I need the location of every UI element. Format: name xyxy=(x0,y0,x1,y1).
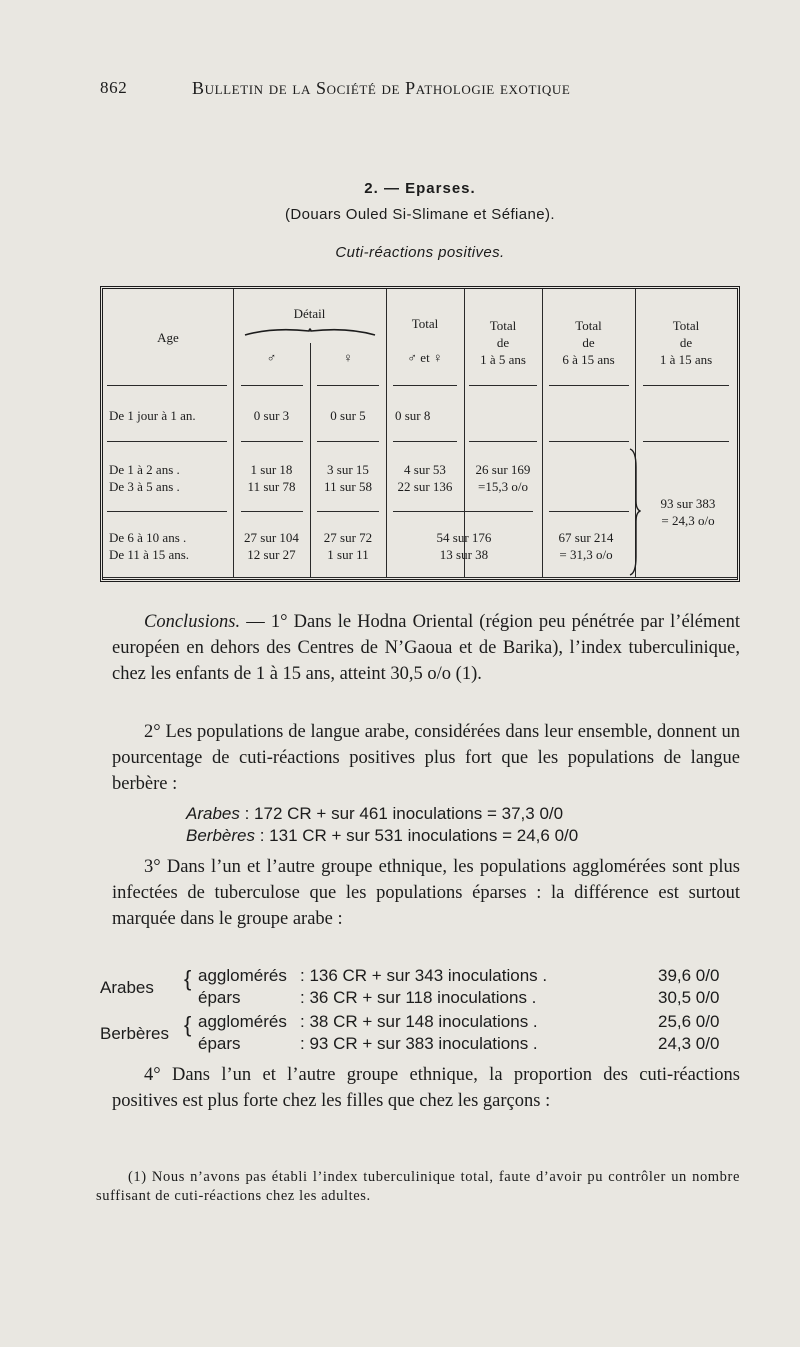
breakdown-pct-3: 25,6 0/0 xyxy=(658,1012,720,1031)
breakdown-text-2: : 36 CR + sur 118 inoculations . xyxy=(300,988,537,1007)
paragraph-2: 2° Les populations de langue arabe, considérées dans leur ensemble, donnent un pourcentage de cuti-réactions positives plus fort que les populations de langue berbère : xyxy=(112,722,740,794)
breakdown-pct-1: 39,6 0/0 xyxy=(658,966,720,985)
row1-total: 0 sur 8 xyxy=(395,408,431,423)
row2-female: 3 sur 15 11 sur 58 xyxy=(324,462,372,494)
breakdown-group-berberes: Berbères xyxy=(100,1024,169,1043)
header-total: Total xyxy=(411,316,439,331)
paragraph-4: 4° Dans l’un et l’autre groupe ethnique, la proportion des cuti-réactions positives est plus forte chez les filles que chez les garçons : xyxy=(112,1065,740,1111)
header-total-1-15: Total de 1 à 15 ans xyxy=(659,318,713,367)
grand-total: 93 sur 383 = 24,3 o/o xyxy=(660,496,716,528)
row2-total: 4 sur 53 22 sur 136 xyxy=(397,462,453,494)
paragraph-1: Conclusions. — 1° Dans le Hodna Oriental (région peu pénétrée par l’élément européen en dehors des Centres de N’Gaoua et de Barika), l’index tuberculinique, chez les enfants de 1 à 15 ans, atteint 30,5 o/o (1). xyxy=(112,612,740,684)
breakdown-pct-2: 30,5 0/0 xyxy=(658,988,720,1007)
row2-age: De 1 à 2 ans . De 3 à 5 ans . xyxy=(109,462,180,494)
row3-female: 27 sur 72 1 sur 11 xyxy=(323,530,373,562)
header-total-mf: ♂ et ♀ xyxy=(407,350,443,365)
row1-female: 0 sur 5 xyxy=(330,408,366,423)
header-female: ♀ xyxy=(343,350,353,365)
breakdown-sub-2: épars xyxy=(198,988,241,1007)
row3-total: 54 sur 176 13 sur 38 xyxy=(436,530,492,562)
row1-age: De 1 jour à 1 an. xyxy=(109,408,196,423)
summary-berberes: Berbères : 131 CR + sur 531 inoculations = 24,6 0/0 xyxy=(186,826,579,845)
breakdown-sub-3: agglomérés xyxy=(198,1012,287,1031)
journal-title: Bulletin de la Société de Pathologie exotique xyxy=(192,78,571,98)
detail-brace xyxy=(243,325,377,339)
data-table xyxy=(100,286,740,582)
breakdown-text-4: : 93 CR + sur 383 inoculations . xyxy=(300,1034,538,1053)
table-caption: Cuti-réactions positives. xyxy=(335,244,505,261)
breakdown-text-1: : 136 CR + sur 343 inoculations . xyxy=(300,966,548,985)
row3-age: De 6 à 10 ans . De 11 à 15 ans. xyxy=(109,530,190,562)
footnote: (1) Nous n’avons pas établi l’index tuberculinique total, faute d’avoir pu contrôler un nombre suffisant de cuti-réactions chez les adultes. xyxy=(96,1169,740,1204)
header-total-6-15: Total de 6 à 15 ans xyxy=(562,318,615,367)
breakdown-group-arabes: Arabes xyxy=(100,978,154,997)
header-male: ♂ xyxy=(266,350,277,365)
header-total-1-5: Total de 1 à 5 ans xyxy=(480,318,526,367)
conclusions-label: Conclusions. xyxy=(144,612,241,632)
row2-total-1-5: 26 sur 169 =15,3 o/o xyxy=(475,462,531,494)
row2-male: 1 sur 18 11 sur 78 xyxy=(247,462,296,494)
breakdown-sub-1: agglomérés xyxy=(198,966,287,985)
header-age: Age xyxy=(157,330,179,345)
section-heading: 2. — Eparses. xyxy=(364,180,476,197)
breakdown-pct-4: 24,3 0/0 xyxy=(658,1034,720,1053)
row3-male: 27 sur 104 12 sur 27 xyxy=(244,530,299,562)
breakdown-text-3: : 38 CR + sur 148 inoculations . xyxy=(300,1012,538,1031)
row1-male: 0 sur 3 xyxy=(253,408,290,423)
paragraph-3: 3° Dans l’un et l’autre groupe ethnique, les populations agglomérées sont plus infectées de tuberculose que les populations éparses : la différence est surtout marquée dans le groupe arabe : xyxy=(112,857,740,929)
summary-arabes: Arabes : 172 CR + sur 461 inoculations = 37,3 0/0 xyxy=(186,804,564,823)
header-detail: Détail xyxy=(293,306,326,321)
brace-arabes: { xyxy=(184,966,192,991)
section-subheading: (Douars Ouled Si-Slimane et Séfiane). xyxy=(285,206,555,223)
breakdown-sub-4: épars xyxy=(198,1034,241,1053)
brace-berberes: { xyxy=(184,1012,192,1037)
row3-total-6-15: 67 sur 214 = 31,3 o/o xyxy=(558,530,614,562)
page-number: 862 xyxy=(100,78,128,97)
